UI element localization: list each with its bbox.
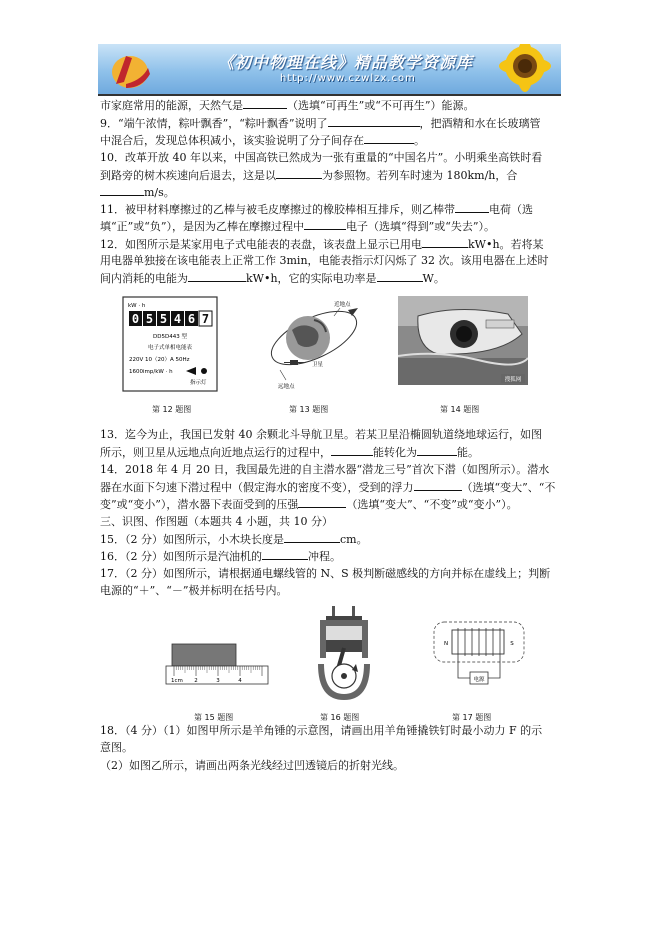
pole-s-label: S [510,641,514,647]
svg-text:7: 7 [201,312,210,326]
caption-13: 第 13 题图 [289,405,329,414]
caption-14: 第 14 题图 [440,405,480,414]
ruler-label-3: 3 [216,678,220,684]
electric-meter-figure [122,296,218,392]
svg-text:5: 5 [159,312,168,326]
meter-unit: kW · h [128,303,146,309]
line-10: 用电器单独接在该电能表上正常工作 3min，电能表指示灯闪烁了 32 次。该用电器在上述时 [100,254,549,267]
meter-rating: 220V 10（20）A 50Hz [129,357,190,363]
satellite-orbit-figure [262,294,372,392]
ruler-figure [164,640,270,686]
line-8: 填“正”或“负”），是因为乙棒在摩擦过程中 电子（选填“得到”或“失去”）。 [100,220,495,233]
line-16: 器在水面下匀速下潜过程中（假定海水的密度不变），受到的浮力 （选填“变大”、“不 [100,481,556,494]
line-21: 17．（2 分）如图所示，请根据通电螺线管的 N、S 极判断磁感线的方向并标在虚线上；判断 [100,567,551,580]
caption-12: 第 12 题图 [152,405,192,414]
line-17: 变”或“变小”），潜水器下表面受到的压强 （选填“变大”、“不变”或“变小”）。 [100,498,518,511]
power-source-label: 电源 [473,677,485,683]
line-13: 13．迄今为止，我国已发射 40 余颗北斗导航卫星。若某卫星沿椭圆轨道绕地球运行，如图 [100,428,542,441]
sunflower-icon [481,44,561,94]
line-2: 9．“端午浓情，粽叶飘香”，“粽叶飘香”说明了 ，把酒精和水在长玻璃管 [100,117,541,130]
ruler-label-4: 4 [238,678,242,684]
solenoid-figure [432,618,526,690]
section-heading: 三、识图、作图题（本题共 4 小题，共 10 分） [100,515,333,528]
pole-n-label: N [443,641,449,647]
caption-15: 第 15 题图 [194,713,234,722]
meter-digit [129,311,142,326]
meter-model: DD5D443 型 [153,334,187,340]
perigee-label: 近地点 [334,302,351,308]
header-banner [98,44,561,94]
ruler-label-1: 1cm [171,678,183,684]
line-1: 市家庭常用的能源，天然气是 （选填“可再生”或“不可再生”）能源。 [100,99,475,112]
line-5: 到路旁的树木疾速向后退去，这是以 为参照物。若列车时速为 180km/h，合 [100,169,518,182]
line-19: 15．（2 分）如图所示，小木块长度是 cm。 [100,533,368,546]
meter-name: 电子式单相电能表 [147,345,193,351]
engine-figure [312,604,376,704]
caption-17: 第 17 题图 [452,713,492,722]
logo-icon [102,44,162,94]
ruler-label-2: 2 [194,678,198,684]
line-23: 18．（4 分）（1）如图甲所示是羊角锤的示意图，请画出用羊角锤撬铁钉时最小动力 F 的示 [100,724,543,737]
svg-text:0: 0 [131,312,140,326]
line-6: m/s。 [100,184,175,200]
satellite-label: 卫星 [312,362,324,368]
header-rule [98,94,561,96]
meter-impulse: 1600imp/kW · h [129,369,173,375]
line-4: 10．改革开放 40 年以来，中国高铁已然成为一张有重量的“中国名片”。小明乘坐高铁时看 [100,151,543,164]
line-20: 16．（2 分）如图所示是汽油机的 冲程。 [100,550,341,563]
svg-text:4: 4 [173,312,182,326]
svg-text:6: 6 [187,312,196,326]
photo-watermark: 搜狐网 [504,377,522,383]
meter-indicator: 指示灯 [190,380,207,386]
line-9: 12．如图所示是某家用电子式电能表的表盘，该表盘上显示已用电 kW•h。若将某 [100,238,544,251]
header-url: http://www.czwlzx.com [280,73,416,84]
meter-digit [157,311,170,326]
meter-digit [199,311,212,326]
line-24: 意图。 [100,741,133,754]
line-11: 间内消耗的电能为 kW•h，它的实际电功率是 W。 [100,272,445,285]
indicator-light-icon [201,368,207,374]
line-22: 电源的“＋”、“－”极并标明在括号内。 [100,584,288,597]
meter-digit [171,311,184,326]
line-25: （2）如图乙所示，请画出两条光线经过凹透镜后的折射光线。 [100,759,404,772]
meter-digit [185,311,198,326]
apogee-label: 远地点 [278,384,295,390]
line-3: 中混合后，发现总体积减小，该实验说明了分子间存在 。 [100,134,425,147]
line-14: 所示，则卫星从远地点向近地点运行的过程中， 能转化为 能。 [100,446,479,459]
submersible-photo [398,296,528,385]
caption-16: 第 16 题图 [320,713,360,722]
meter-digit [143,311,156,326]
header-title: 《初中物理在线》精品教学资源库 [218,53,474,72]
line-7: 11．被甲材料摩擦过的乙棒与被毛皮摩擦过的橡胶棒相互排斥，则乙棒带 电荷（选 [100,203,533,216]
line-15: 14．2018 年 4 月 20 日，我国最先进的自主潜水器“潜龙三号”首次下潜（如图所示）。潜水 [100,463,550,476]
svg-text:5: 5 [145,312,154,326]
